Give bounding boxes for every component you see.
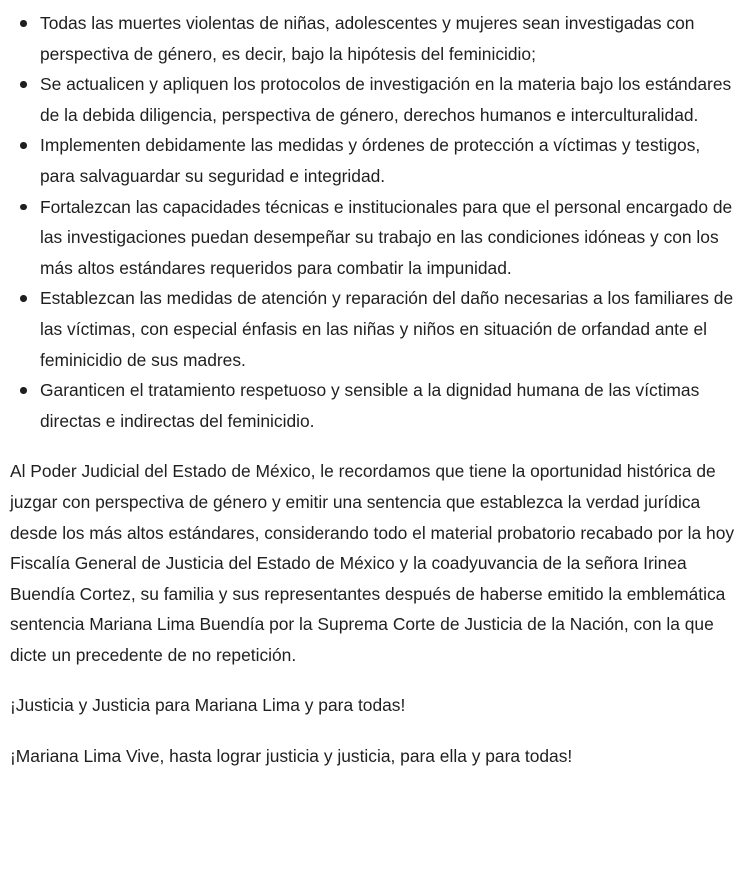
- list-item: [10, 283, 739, 375]
- list-item-text: Implementen debidamente las medidas y órdenes de protección a víctimas y testigos, para salvaguardar su seguridad e integridad.: [40, 135, 701, 186]
- list-item-text: Fortalezcan las capacidades técnicas e institucionales para que el personal encargado de las investigaciones puedan desempeñar su trabajo en las condiciones idóneas y con los más altos estándares requeridos para combatir la impunidad.: [40, 196, 733, 278]
- paragraph-closing-slogan: ¡Mariana Lima Vive, hasta lograr justicia y justicia, para ella y para todas!: [10, 746, 573, 767]
- list-item-text: Se actualicen y apliquen los protocolos de investigación en la materia bajo los estándares de la debida diligencia, perspectiva de género, derechos humanos e interculturalidad.: [40, 74, 732, 125]
- paragraph-judicial: Al Poder Judicial del Estado de México, le recordamos que tiene la oportunidad histórica de juzgar con perspectiva de género y emitir una sentencia que establezca la verdad jurídica desde los más altos estándares, considerando todo el material probatorio recabado por la hoy Fiscalía General de Justicia del Estado de México y la coadyuvancia de la señora Irinea Buendía Cortez, su familia y sus representantes después de haberse emitido la emblemática sentencia Mariana Lima Buendía por la Suprema Corte de Justicia de la Nación, con la que dicte un precedente de no repetición.: [10, 461, 735, 665]
- list-item: [10, 130, 739, 191]
- bullet-icon: [20, 81, 27, 88]
- list-item: [10, 69, 739, 130]
- bullet-icon: [20, 295, 27, 302]
- list-item: [10, 192, 739, 284]
- demands-list: [10, 8, 739, 436]
- list-item: [10, 8, 739, 69]
- list-item-text: Garanticen el tratamiento respetuoso y sensible a la dignidad humana de las víctimas directas e indirectas del feminicidio.: [40, 380, 700, 431]
- list-item: [10, 375, 739, 436]
- list-item-text: Establezcan las medidas de atención y reparación del daño necesarias a los familiares de las víctimas, con especial énfasis en las niñas y niños en situación de orfandad ante el feminicidio de sus madres.: [40, 288, 734, 370]
- bullet-icon: [20, 204, 27, 211]
- list-item-text: Todas las muertes violentas de niñas, adolescentes y mujeres sean investigadas con perspectiva de género, es decir, bajo la hipótesis del feminicidio;: [40, 13, 695, 64]
- bullet-icon: [20, 20, 27, 27]
- bullet-icon: [20, 142, 27, 149]
- bullet-icon: [20, 387, 27, 394]
- paragraph-justice-slogan: ¡Justicia y Justicia para Mariana Lima y para todas!: [10, 695, 406, 716]
